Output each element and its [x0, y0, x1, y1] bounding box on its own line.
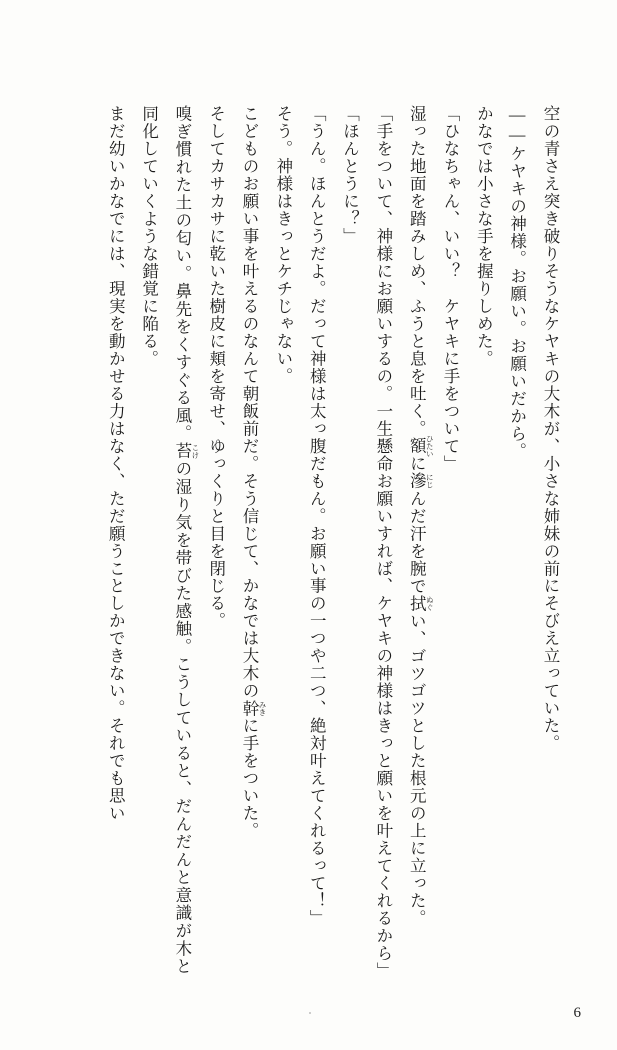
paragraph: 空の青さえ突き破りそうなケヤキの大木が、小さな姉妹の前にそびえ立っていた。 — [541, 105, 560, 753]
paragraph: 「うん。ほんとうだよ。だって神様は太っ腹だもん。お願い事の一つや二つ、絶対叶えてくれるって！」 — [307, 105, 327, 928]
paragraph: 「ほんとうに？」 — [340, 105, 360, 245]
body-text — [58, 105, 567, 980]
paragraph: そう。神様はきっとケチじゃない。 — [273, 105, 293, 385]
paragraph: 嗅ぎ慣れた土の匂い。鼻先をくすぐる風。苔 こけの湿り気を帯びた感触。こうしていると、だんだんと意識が木と同化していくような錯覚に陥る。 — [139, 105, 200, 975]
paragraph: そしてカサカサに乾いた樹皮に頬を寄せ、ゆっくりと目を閉じる。 — [206, 105, 226, 630]
paragraph: 湿った地面を踏みしめ、ふうと息を吐く。額 ひたいに滲 にじんだ汗を腕で拭 ぬぐい、ゴツゴツとした根元の上に立った。 — [407, 105, 435, 928]
paragraph: かなでは小さな手を握りしめた。 — [474, 105, 494, 368]
paragraph: こどものお願い事を叶えるのなんて朝飯前だ。そう信じて、かなでは大木の幹 みきに手をついた。 — [240, 105, 268, 840]
paragraph: 「ひなちゃん、いい？ ケヤキに手をついて」 — [441, 105, 461, 473]
paragraph: ——ケヤキの神様。お願い。お願いだから。 — [507, 105, 527, 460]
print-mark — [309, 1012, 311, 1014]
page-number: 6 — [573, 1005, 581, 1021]
paragraph: 「手をついて、神様にお願いするの。一生懸命お願いすれば、ケヤキの神様はきっと願いを叶えてくれるから」 — [373, 105, 393, 980]
paragraph: まだ幼いかなでには、現実を動かせる力はなく、ただ願うことしかできない。それでも思い — [106, 105, 126, 823]
